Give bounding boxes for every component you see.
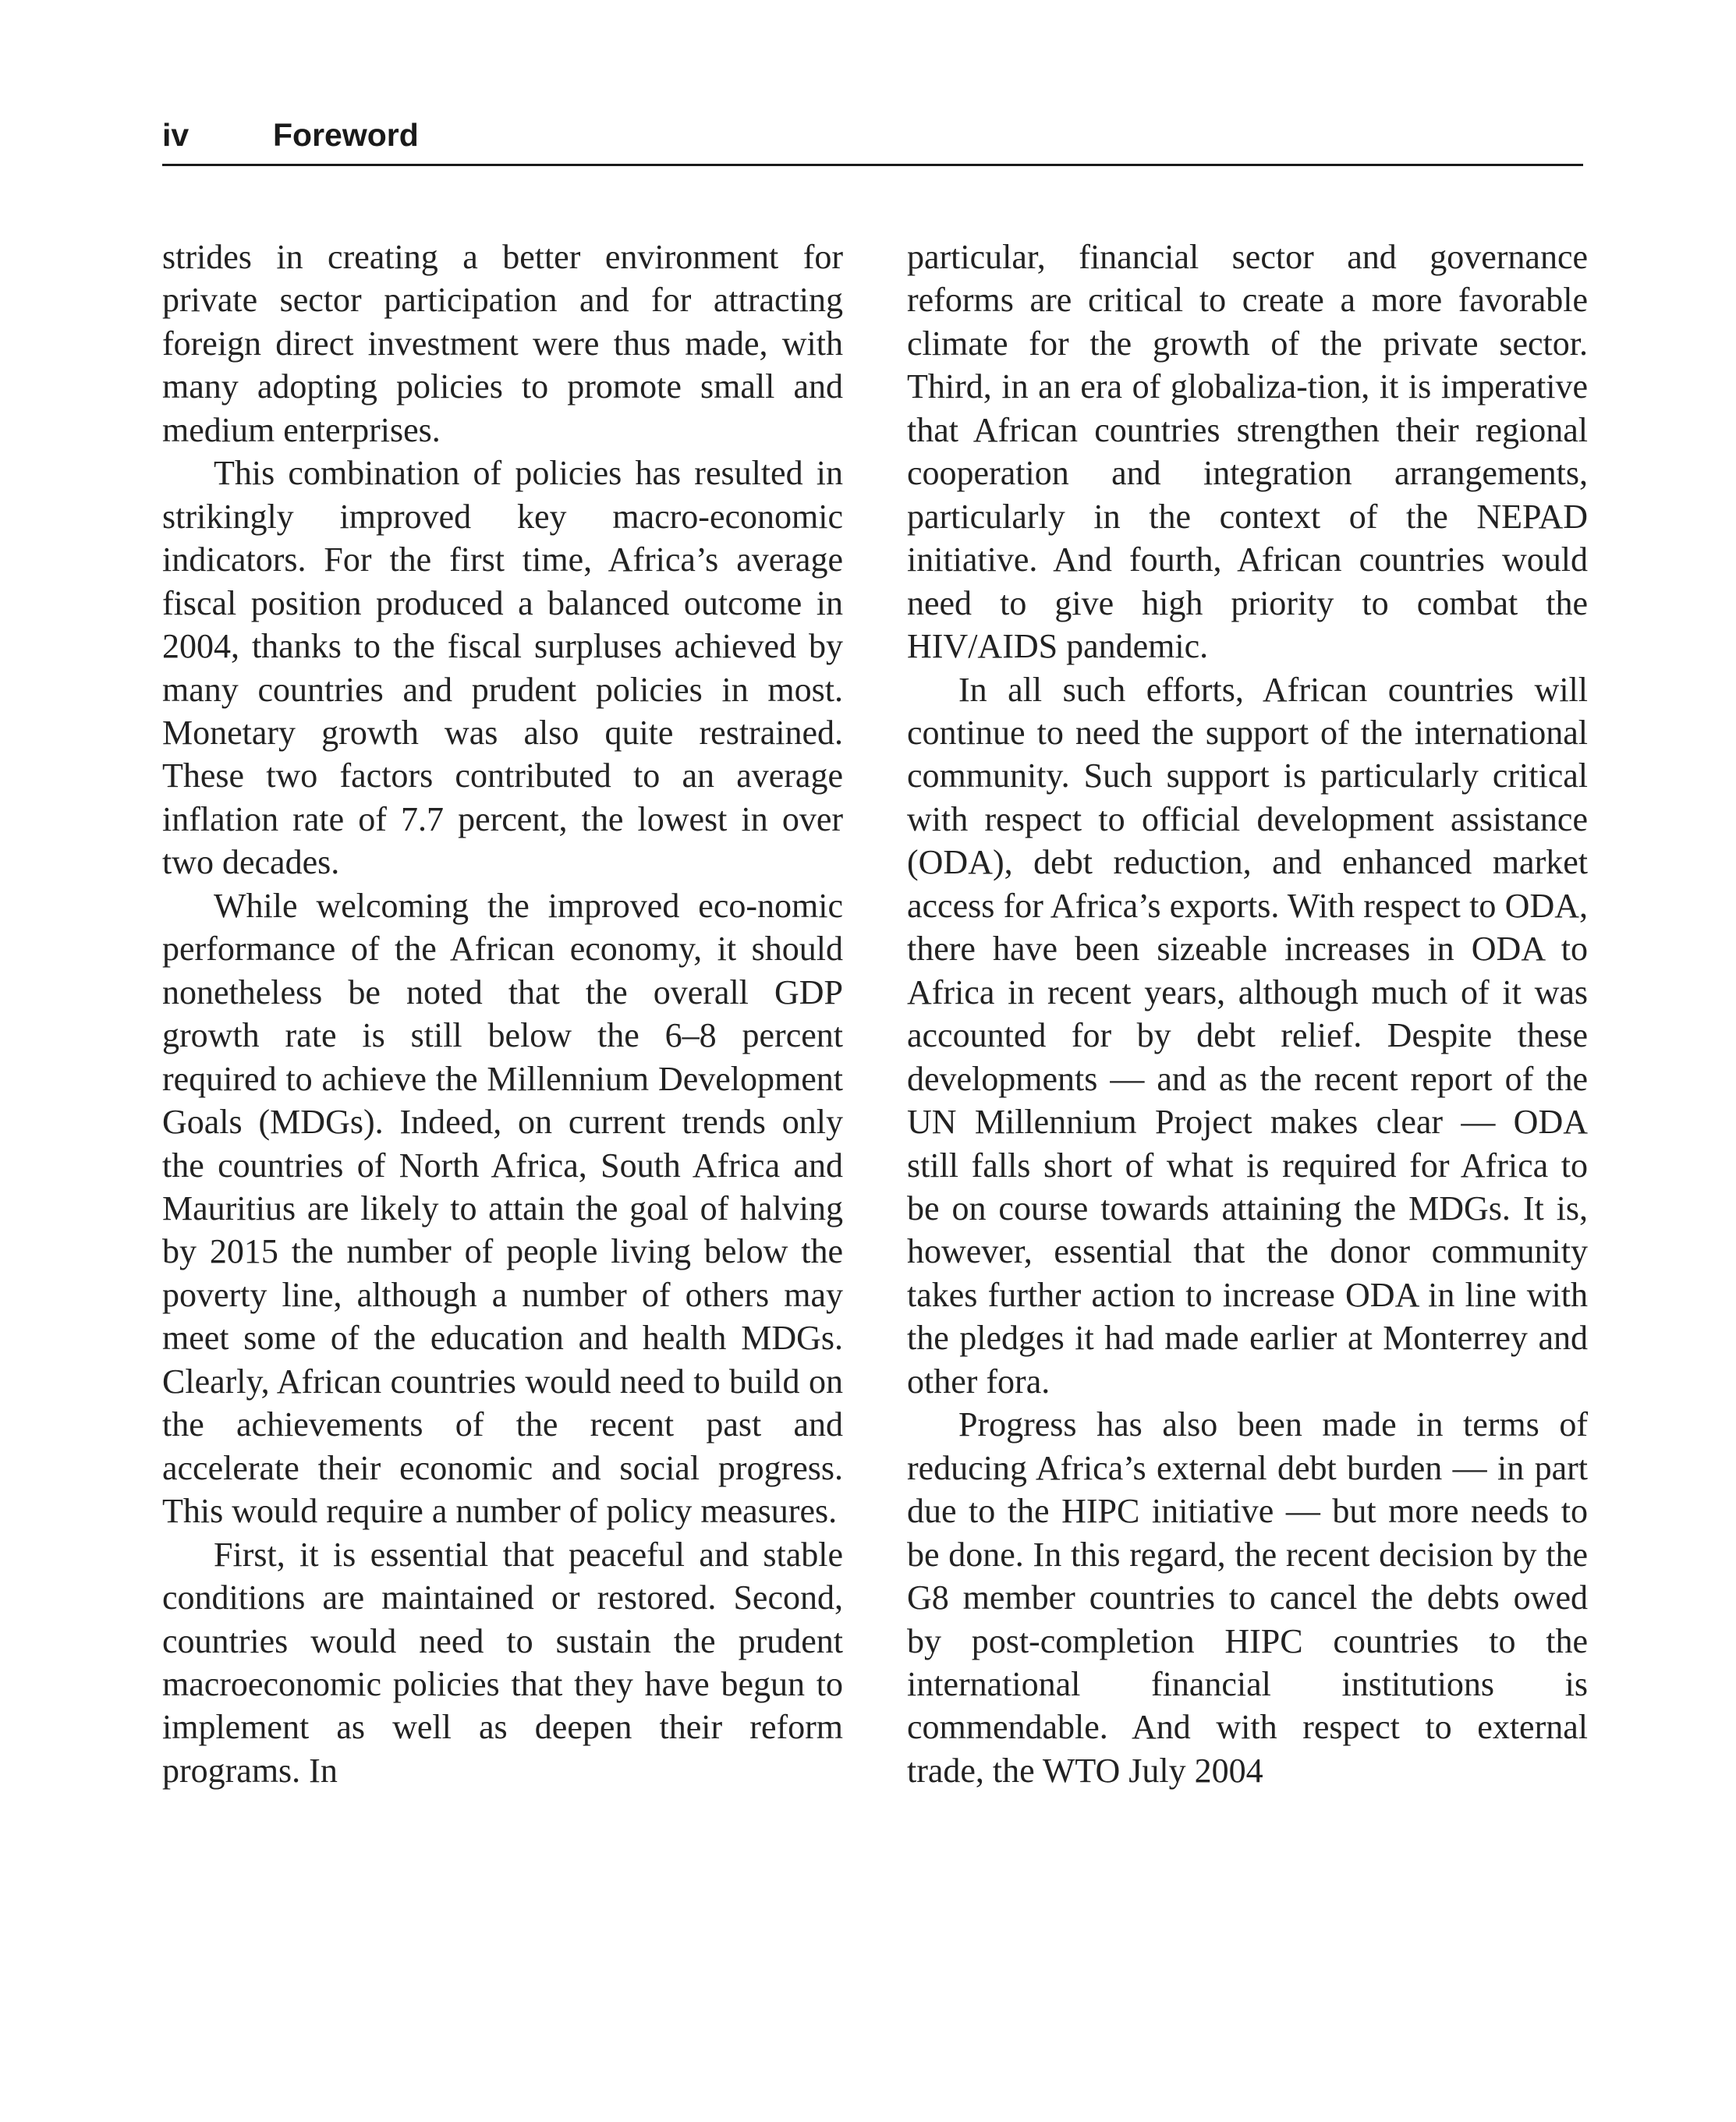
page-number: iv — [162, 117, 190, 153]
right-column — [907, 236, 1588, 1792]
running-head — [162, 115, 1583, 154]
paragraph: strides in creating a better environment for private sector participation and for attracting foreign direct investment were thus made, with many adopting policies to promote small and medium enterprises. — [162, 238, 843, 449]
paragraph: In all such efforts, African countries will continue to need the support of the international community. Such support is particularly critical with respect to official development assistance (ODA), debt reduction, and enhanced market access for Africa’s exports. With respect to ODA, there have been sizeable increases in ODA to Africa in recent years, although much of it was accounted for by debt relief. Despite these developments — and as the recent report of the UN Millennium Project makes clear — ODA still falls short of what is required for Africa to be on course towards attaining the MDGs. It is, however, essential that the donor community takes further action to increase ODA in line with the pledges it had made earlier at Monterrey and other fora. — [907, 670, 1588, 1401]
paragraph: While welcoming the improved eco-nomic performance of the African economy, it should nonetheless be noted that the overall GDP growth rate is still below the 6–8 percent required to achieve the Millennium Development Goals (MDGs). Indeed, on current trends only the countries of North Africa, South Africa and Mauritius are likely to attain the goal of halving by 2015 the number of people living below the poverty line, although a number of others may meet some of the education and health MDGs. Clearly, African countries would need to build on the achievements of the recent past and accelerate their economic and social progress. This would require a number of policy measures. — [162, 886, 843, 1531]
paragraph: Progress has also been made in terms of reducing Africa’s external debt burden — in part due to the HIPC initiative — but more needs to be done. In this regard, the recent decision by the G8 member countries to cancel the debts owed by post-completion HIPC countries to the international financial institutions is commendable. And with respect to external trade, the WTO July 2004 — [907, 1405, 1588, 1790]
paragraph: First, it is essential that peaceful and stable conditions are maintained or restored. Second, countries would need to sustain the prudent macroeconomic policies that they have begun to implement as well as deepen their reform programs. In — [162, 1535, 843, 1790]
paragraph: This combination of policies has resulted in strikingly improved key macro-economic indicators. For the first time, Africa’s average fiscal position produced a balanced outcome in 2004, thanks to the fiscal surpluses achieved by many countries and prudent policies in most. Monetary growth was also quite restrained. These two factors contributed to an average inflation rate of 7.7 percent, the lowest in over two decades. — [162, 454, 843, 882]
header-rule — [162, 164, 1583, 166]
section-title: Foreword — [273, 117, 419, 153]
paragraph: particular, financial sector and governance reforms are critical to create a more favorable climate for the growth of the private sector. Third, in an era of globaliza-tion, it is imperative that African countries strengthen their regional cooperation and integration arrangements, particularly in the context of the NEPAD initiative. And fourth, African countries would need to give high priority to combat the HIV/AIDS pandemic. — [907, 238, 1588, 666]
left-column — [162, 236, 843, 1792]
